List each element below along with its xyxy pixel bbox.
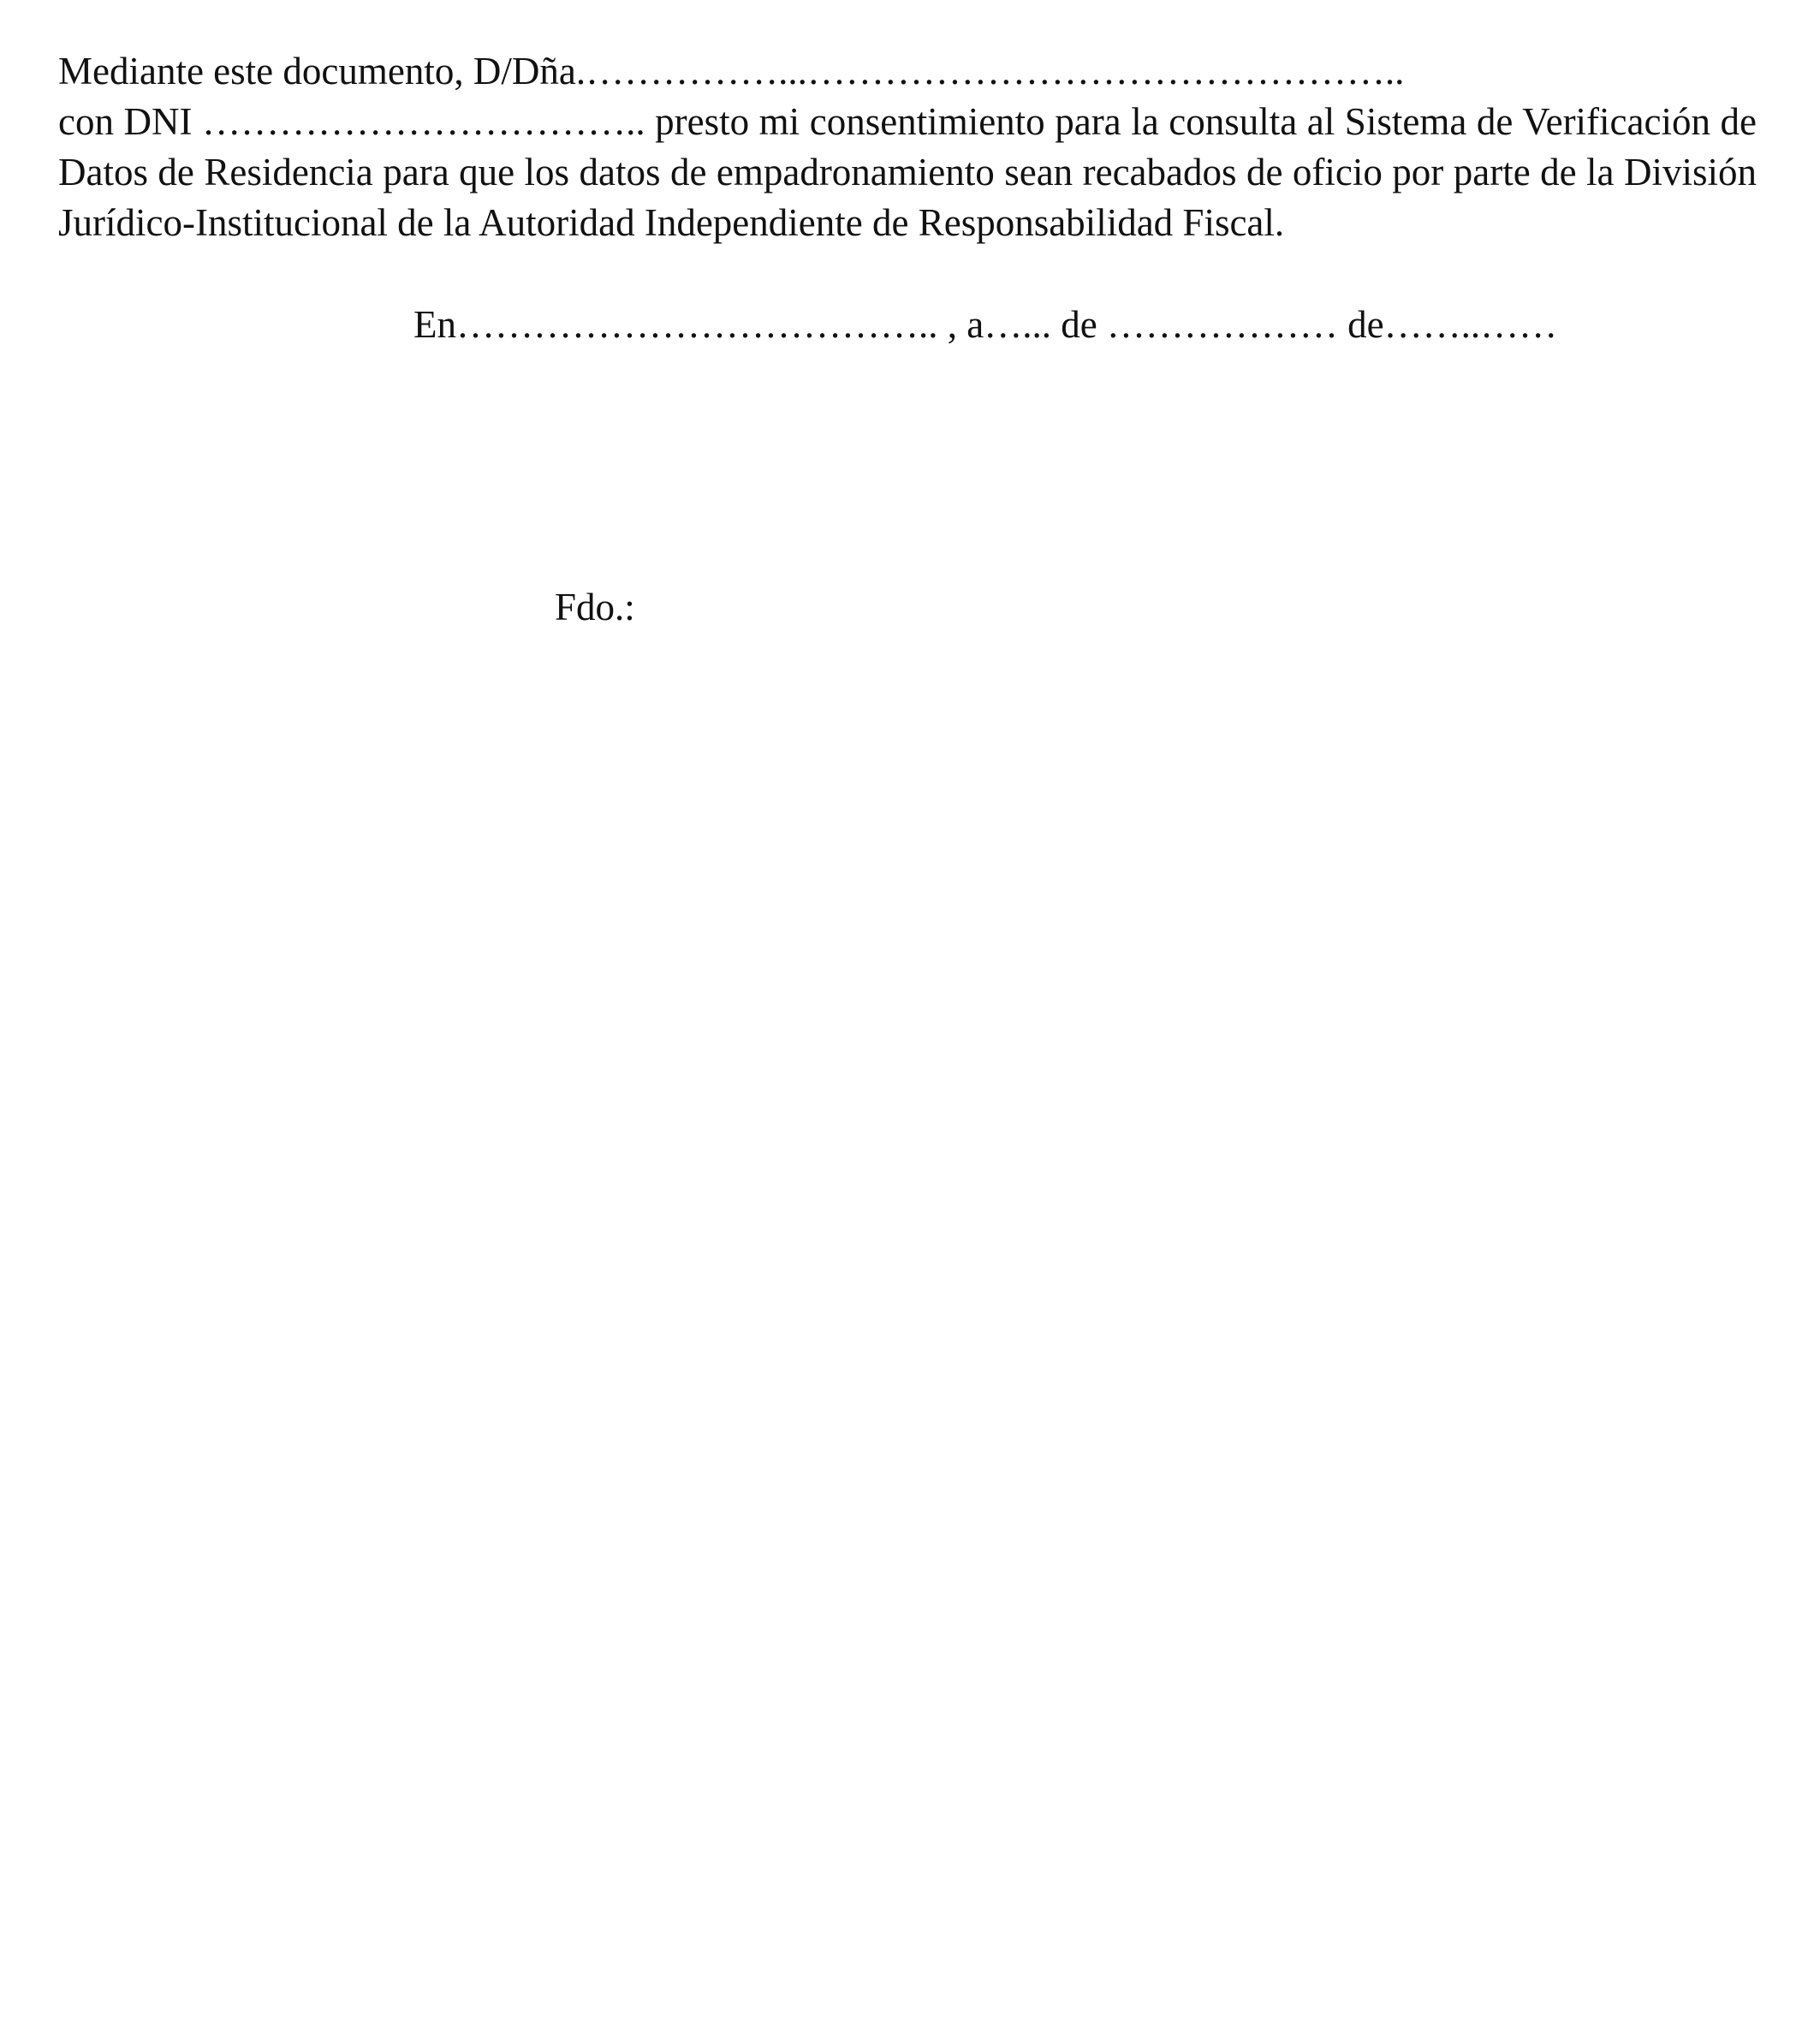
place-date-line: En……………………………….. , a…... de ……………… de……..……	[413, 303, 1558, 346]
consent-line-residence: Datos de Residencia para que los datos de empadronamiento sean recabados de oficio por parte de la División	[58, 151, 1757, 193]
consent-line-authority: Jurídico-Institucional de la Autoridad Independiente de Responsabilidad Fiscal.	[58, 201, 1285, 244]
consent-line-dni: con DNI …………………………….. presto mi consentimiento para la consulta al Sistema de Verificación de	[58, 100, 1757, 143]
signature-label: Fdo.:	[555, 586, 635, 628]
consent-line-name: Mediante este documento, D/Dña.……………...………………………………………..	[58, 50, 1405, 92]
